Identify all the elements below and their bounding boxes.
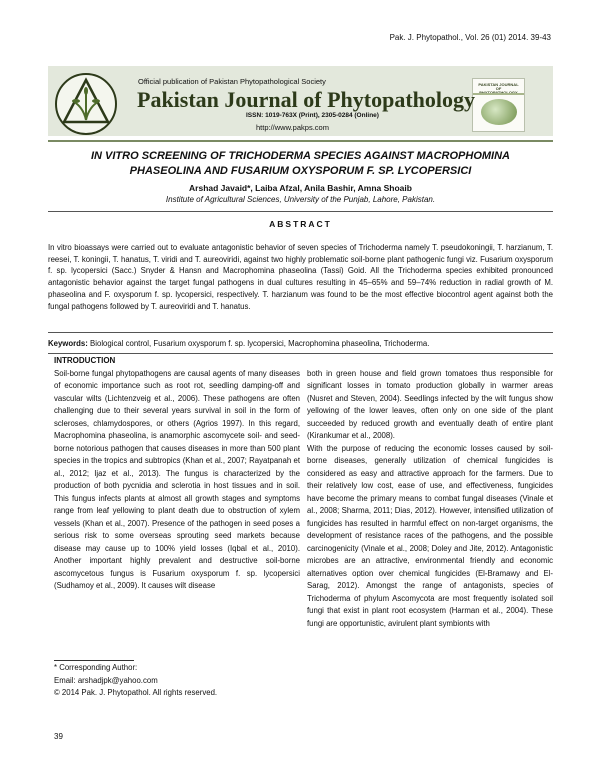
page-number: 39 bbox=[54, 732, 63, 741]
corresponding-email[interactable]: Email: arshadjpk@yahoo.com bbox=[54, 675, 158, 685]
cover-title: PAKISTAN JOURNAL OF bbox=[478, 82, 519, 91]
introduction-text-continued: both in green house and field grown tomatoes thus responsible for significant losses in tomato production globally in warmer areas (Nusret and Steven, 2004). Seedlings infected by the wilt fungus show yellowing of the lower leaves, often only on one side of the plant succeeded by reduced growth and eventually death of entire plant (Kirankumar et al., 2008). With the purpose of reducing the economic losses caused by soil-borne diseases, generally utilization of chemical fungicides is considered as easy and attractive approach for the farmers. Due to their relatively low cost, ease of use, and effectiveness, fungicides have become the primary means to combat fungal diseases (Vinale et al., 2008; Sharma, 2011; Dias, 2012). However, intensified utilization of fungicides has resulted in harmful effect on non-target organisms, the development of resistance races of the pathogens, and the possible carcinogenicity (Vinale et al., 2008; Doley and Jite, 2012). Antagonistic microbes are an attractive, environmental friendly and economic alternatives option over chemical fungicides (El-Bramawy and El-Sarag, 2012). Amongst the range of antagonists, species of Trichoderma of phylum Ascomycota are most frequently isolated soil fungi that exist in plant root ecosystem (Harman et al., 2004). These fungi are opportunistic, avirulent plant symbionts with bbox=[307, 368, 553, 628]
copyright: © 2014 Pak. J. Phytopathol. All rights reserved. bbox=[54, 688, 218, 697]
introduction-heading: INTRODUCTION bbox=[54, 356, 116, 365]
journal-url[interactable]: http://www.pakps.com bbox=[256, 123, 329, 132]
author-list: Arshad Javaid*, Laiba Afzal, Anila Bashir, Amna Shoaib bbox=[189, 183, 412, 193]
affiliation: Institute of Agricultural Sciences, University of the Punjab, Lahore, Pakistan. bbox=[165, 195, 436, 204]
article-title-line-1: IN VITRO SCREENING OF TRICHODERMA SPECIES AGAINST MACROPHOMINA bbox=[90, 150, 511, 162]
article-title bbox=[48, 149, 553, 179]
publisher-line: Official publication of Pakistan Phytopathological Society bbox=[138, 77, 326, 86]
journal-cover-thumbnail bbox=[472, 78, 525, 132]
article-title-line-2: PHASEOLINA AND FUSARIUM OXYSPORUM F. SP. LYCOPERSICI bbox=[129, 165, 472, 177]
journal-title: Pakistan Journal of Phytopathology bbox=[137, 87, 475, 112]
abstract-heading: ABSTRACT bbox=[269, 219, 332, 229]
body-column-left bbox=[54, 355, 300, 593]
running-head: Pak. J. Phytopathol., Vol. 26 (01) 2014. 39-43 bbox=[389, 33, 551, 42]
society-logo-icon bbox=[54, 72, 118, 136]
keywords-list: Biological control, Fusarium oxysporum f. sp. lycopersici, Macrophomina phaseolina, Trichoderma. bbox=[90, 339, 430, 348]
divider bbox=[48, 353, 553, 354]
abstract-text: In vitro bioassays were carried out to evaluate antagonistic behavior of seven species of Trichoderma namely T. pseudokoningii, T. harzianum, T. reesei, T. koningii, T. hanatus, T. viridi and T. aureoviridi, against two highly problematic soil-borne plant pathogenic fungi viz. Fusarium oxysporum f. sp. lycopersici (Sacc.) Snyder & Hansn and Macrophomina phaseolina (Tassi) Goid. All the Trichoderma species exhibited pronounced antagonistic behavior against the target fungal pathogens in dual cultures resulting in 45–65% and 59–74% reduction in radial growth of M. phaseolina and F. oxysporum f. sp. lycopersici, respectively. T. harzianum was found to be the most effective biocontrol agent against both the fungal pathogens followed by T. aureoviridi and T. hanatus. bbox=[48, 243, 553, 311]
keywords-label: Keywords: bbox=[48, 339, 88, 348]
introduction-text: Soil-borne fungal phytopathogens are causal agents of many diseases of economic importance such as root rot, seedling damping-off and vascular wilts (Lichtenzveig et al., 2006). These pathogens are often challenging due to their several years survival in soil in the form of scleroses, chlamydospores, or others (Agrios 1997). In this regard, Macrophomina phaseolina, is anamorphic ascomycete soil- and seed-borne notorious pathogen that causes diseases in more than 500 plant species in the tropics and subtropics (Khan et al., 2007; Rayatpanah et al., 2012; Ijaz et al., 2013). The fungus is characterized by the production of both pycnidia and sclerotia in host tissues and in soil. This fungus infects plants at almost all growth stages and symptoms range from leaf yellowing to plant death due to obstruction of xylem vessels (Khan et al., 2007). Presence of the pathogen in seed poses a serious risk to some overseas sprouting seed markets because disease may cause up to 100% yield losses (Iqbal et al., 2010). Another important highly prevalent and destructive soil-borne ascomycetous fungus is Fusarium oxysporum f. sp. lycopersici (Sudhamoy et al., 2009). It causes wilt disease bbox=[54, 368, 300, 590]
corresponding-author: * Corresponding Author: bbox=[54, 663, 138, 672]
footnote bbox=[54, 662, 300, 700]
footnote-divider bbox=[54, 660, 134, 661]
keywords bbox=[48, 338, 553, 349]
banner-divider bbox=[48, 140, 553, 142]
body-column-right bbox=[307, 355, 553, 643]
issn-line: ISSN: 1019-763X (Print), 2305-0284 (Online) bbox=[246, 112, 379, 119]
divider bbox=[48, 332, 553, 333]
divider bbox=[48, 211, 553, 212]
